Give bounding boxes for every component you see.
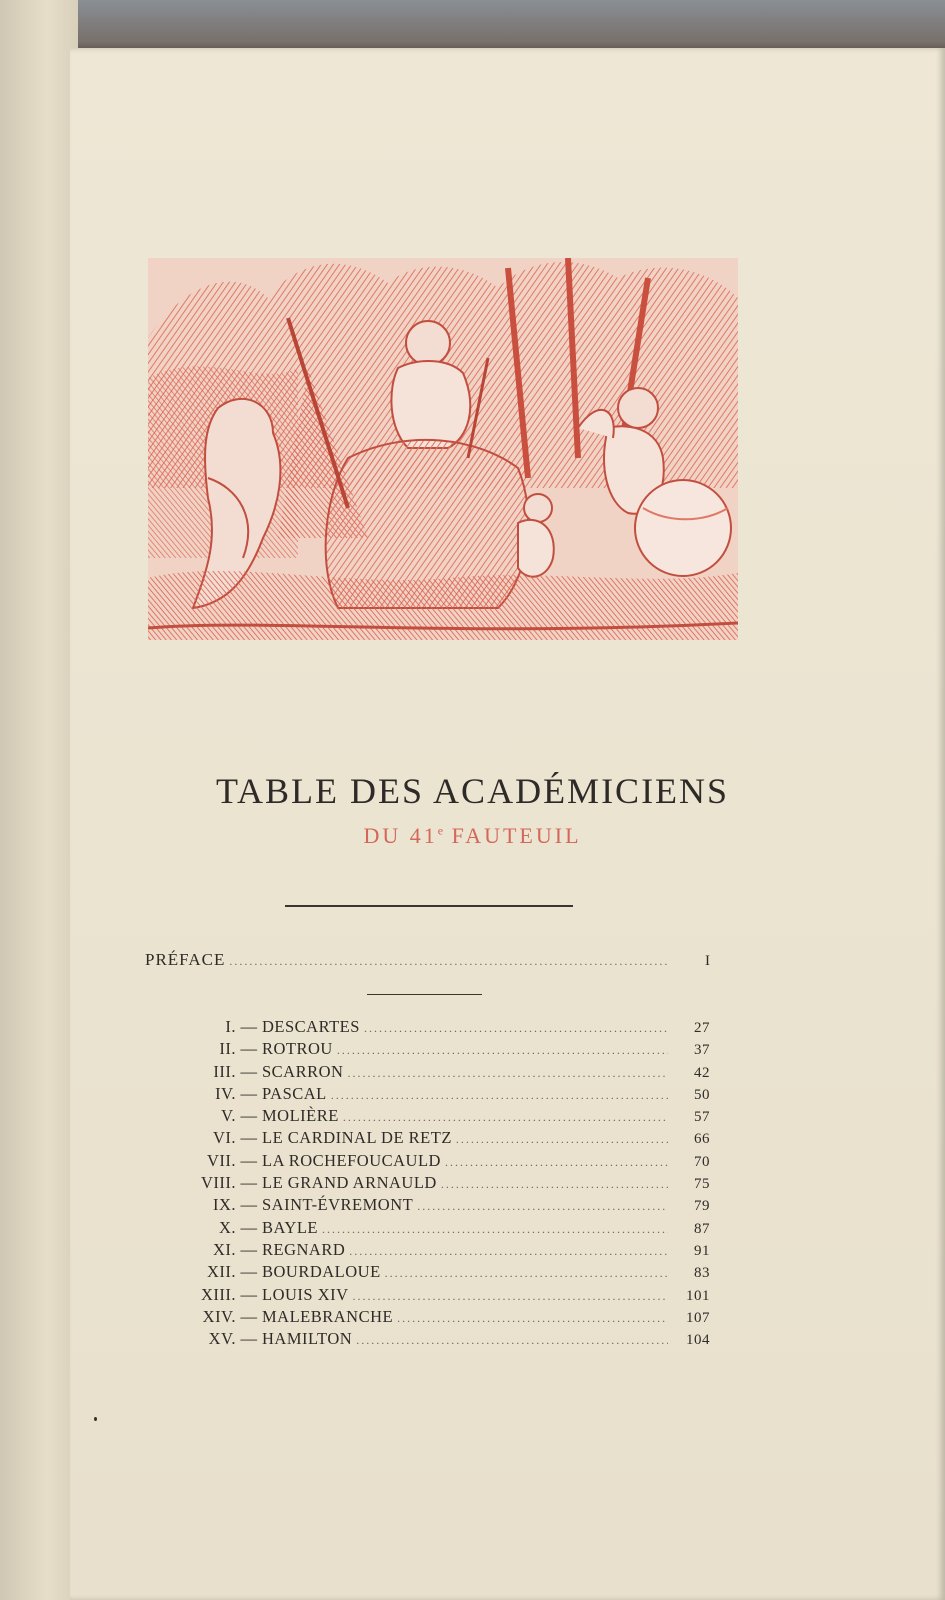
entry-numeral: II. [219,1039,236,1059]
entry-numeral: VII. [206,1150,236,1170]
entry-name: LE CARDINAL DE RETZ [262,1128,452,1148]
leader-dots [441,1173,668,1195]
leader-dots [347,1062,668,1084]
entry-numeral: X. [218,1217,236,1237]
leader-dots [445,1151,668,1173]
leader-dots [385,1262,668,1284]
subtitle-superscript: e [437,823,444,838]
entry-dash: — [240,1284,258,1304]
leader-dots [343,1106,668,1128]
toc-entry [160,1016,710,1038]
leader-dots [337,1039,668,1061]
entry-page: 50 [694,1086,710,1103]
entry-name: BOURDALOUE [262,1262,381,1282]
subtitle-prefix: DU 41 [363,823,438,848]
entry-name: LA ROCHEFOUCAULD [262,1150,441,1170]
engraving-illustration [148,258,738,640]
leader-dots [456,1128,668,1150]
entry-page: 83 [694,1265,710,1282]
entry-name: HAMILTON [262,1329,353,1349]
entry-numeral: IV. [215,1083,236,1103]
entry-page: 70 [694,1153,710,1170]
entry-name: BAYLE [262,1217,318,1237]
entry-page: 27 [694,1020,710,1036]
page-title: TABLE DES ACADÉMICIENS [215,771,730,811]
entry-numeral: IX. [212,1195,236,1215]
toc-entry [160,1105,710,1127]
toc-entry [160,1127,710,1149]
entry-name: REGNARD [262,1239,346,1259]
toc-entry [160,1239,710,1261]
entry-numeral: V. [221,1106,236,1126]
entry-numeral: III. [213,1061,236,1081]
leader-dots [349,1240,668,1262]
toc-entry [160,1306,710,1328]
title-divider [285,905,573,907]
entry-dash: — [240,1150,258,1170]
page-subtitle [0,823,945,849]
entry-numeral: VI. [212,1128,236,1148]
leader-dots [322,1218,668,1240]
preface-page: I [705,953,710,969]
toc-entry [160,1038,710,1060]
entry-numeral: XIII. [200,1284,236,1304]
leader-dots [229,954,668,969]
entry-numeral: XI. [212,1239,236,1259]
preface-divider [367,994,482,995]
entry-numeral: XII. [206,1262,236,1282]
entry-numeral: XV. [208,1329,236,1349]
leader-dots [353,1285,668,1307]
entry-dash: — [240,1329,258,1349]
entry-name: LOUIS XIV [262,1284,349,1304]
preface-entry [145,950,710,978]
entry-page: 91 [694,1242,710,1259]
entry-name: MOLIÈRE [262,1106,339,1126]
toc-entry [160,1194,710,1216]
entry-page: 101 [686,1287,710,1304]
entry-dash: — [240,1017,258,1036]
entry-name: DESCARTES [262,1017,360,1036]
entry-dash: — [240,1173,258,1193]
entry-dash: — [240,1039,258,1059]
leader-dots [397,1307,668,1329]
entry-name: LE GRAND ARNAULD [262,1173,437,1193]
entry-numeral: XIV. [202,1306,236,1326]
entry-page: 79 [694,1198,710,1215]
paper-speck [94,1417,97,1421]
entry-name: SAINT-ÉVREMONT [262,1195,414,1215]
entry-page: 42 [694,1064,710,1081]
entry-page: 75 [694,1176,710,1193]
entry-dash: — [240,1239,258,1259]
entry-dash: — [240,1306,258,1326]
preface-label: PRÉFACE [145,950,226,969]
toc-entry [160,1284,710,1306]
entry-name: ROTROU [262,1039,333,1059]
entry-numeral: I. [225,1017,236,1036]
toc-entry [160,1217,710,1239]
entry-page: 66 [694,1131,710,1148]
table-of-contents [160,1016,710,1350]
entry-page: 107 [686,1309,710,1326]
leader-dots [356,1329,668,1351]
subtitle-suffix: FAUTEUIL [443,823,582,848]
entry-numeral: VIII. [200,1173,236,1193]
leader-dots [417,1195,668,1217]
entry-page: 57 [694,1109,710,1126]
toc-entry [160,1083,710,1105]
entry-name: SCARRON [262,1061,344,1081]
entry-name: MALEBRANCHE [262,1306,394,1326]
entry-dash: — [240,1128,258,1148]
entry-name: PASCAL [262,1083,327,1103]
entry-dash: — [240,1217,258,1237]
toc-entry [160,1328,710,1350]
entry-dash: — [240,1195,258,1215]
toc-entry [160,1061,710,1083]
engraving-vignette [148,258,738,640]
leader-dots [331,1084,668,1106]
entry-page: 87 [694,1220,710,1237]
toc-entry [160,1172,710,1194]
entry-dash: — [240,1061,258,1081]
entry-page: 104 [686,1332,710,1349]
leader-dots [364,1017,668,1039]
entry-dash: — [240,1106,258,1126]
entry-page: 37 [694,1042,710,1059]
entry-dash: — [240,1262,258,1282]
entry-dash: — [240,1083,258,1103]
toc-entry [160,1261,710,1283]
toc-entry [160,1150,710,1172]
